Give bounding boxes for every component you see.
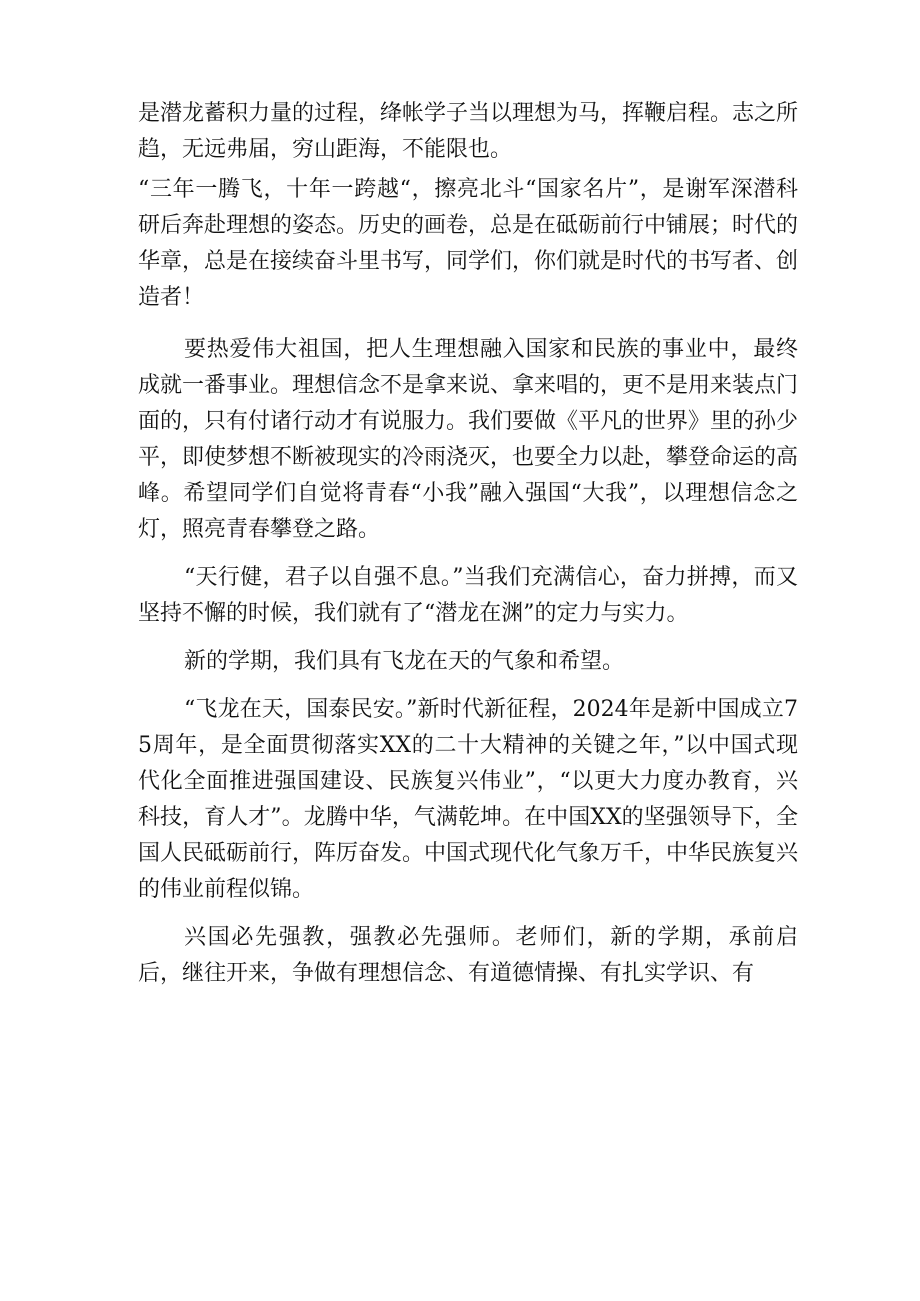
paragraph-7: 兴国必先强教，强教必先强师。老师们，新的学期，承前启后，继往开来，争做有理想信念、有道德情操、有扎实学识、有: [138, 925, 798, 986]
paragraph-5: 新的学期，我们具有飞龙在天的气象和希望。: [184, 649, 625, 674]
paragraph-6: “飞龙在天，国泰民安。”新时代新征程，2024年是新中国成立75周年，是全面贯彻落实XX的二十大精神的关键之年，”以中国式现代化全面推进强国建设、民族复兴伟业”，“以更大力度办教育，兴科技，育人才”。龙腾中华，气满乾坤。在中国XX的坚强领导下，全国人民砥砺前行，阵厉奋发。中国式现代化气象万千，中华民族复兴的伟业前程似锦。: [138, 697, 799, 902]
paragraph-4: “天行健，君子以自强不息。”当我们充满信心，奋力拼搏，而又坚持不懈的时候，我们就有了“潜龙在渊”的定力与实力。: [138, 565, 798, 626]
paragraph-1: 是潜龙蓄积力量的过程，绛帐学子当以理想为马，挥鞭启程。志之所趋，无远弗届，穷山距海，不能限也。: [138, 101, 799, 162]
paragraph-3: 要热爱伟大祖国，把人生理想融入国家和民族的事业中，最终成就一番事业。理想信念不是拿来说、拿来唱的，更不是用来装点门面的，只有付诸行动才有说服力。我们要做《平凡的世界》里的孙少平，即使梦想不断被现实的冷雨浇灭，也要全力以赴，攀登命运的高峰。希望同学们自觉将青春“小我”融入强国“大我”，以理想信念之灯，照亮青春攀登之路。: [138, 337, 799, 542]
document-body: [138, 96, 798, 992]
paragraph-2: “三年一腾飞，十年一跨越“，擦亮北斗“国家名片”，是谢军深潜科研后奔赴理想的姿态。历史的画卷，总是在砥砺前行中铺展；时代的华章，总是在接续奋斗里书写，同学们，你们就是时代的书写者、创造者！: [138, 177, 799, 310]
